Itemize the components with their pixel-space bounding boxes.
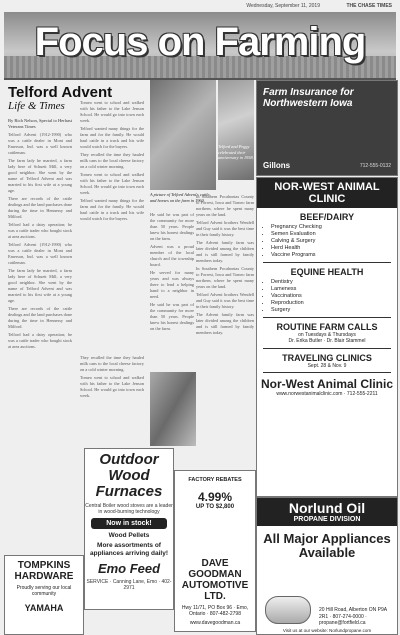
page-header-line bbox=[0, 0, 400, 12]
rebate-label: FACTORY REBATES bbox=[188, 477, 242, 483]
propane-tank-icon bbox=[265, 596, 311, 624]
list-item: • Semen Evaluation bbox=[271, 231, 397, 238]
photo-caption: Telford and Peggy celebrated their anniversary in 1958. bbox=[218, 144, 254, 161]
insurance-phone: 712-555-0132 bbox=[359, 163, 391, 169]
article-paragraph: Telford wanted many things for the farm and for the family. He would haul cattle in a truck and his wife would watch for the buyers. bbox=[80, 197, 144, 222]
article-paragraph: In Southern Pocahontas County to Forrest, Iowa and Tomeo farm northern, where he spent many years on the land. bbox=[196, 265, 254, 290]
article-paragraph: Telford had a dairy operation; he was a cattle trader who bought stock at area auctions. bbox=[8, 332, 72, 350]
hardware-ad[interactable] bbox=[4, 555, 84, 635]
issue-date: Wednesday, September 11, 2019 bbox=[246, 3, 320, 9]
article-paragraph: Advent was a proud member of the local church and the township board. bbox=[150, 244, 194, 268]
automotive-ad[interactable] bbox=[174, 470, 256, 632]
article-column-2 bbox=[80, 100, 144, 350]
insurance-brand: Gillons bbox=[263, 161, 291, 170]
article-column-1 bbox=[8, 132, 72, 552]
list-item: • Reproduction bbox=[271, 300, 397, 307]
divider bbox=[263, 372, 391, 373]
routine-text: on Tuesdays & Thursdays bbox=[298, 332, 356, 338]
article-paragraph: The Advent family farm was later divided among the children and is still farmed by family members today. bbox=[196, 239, 254, 264]
article-paragraph: There are records of the cattle dealings and the land purchases done during the time in Hennessy and Milford. bbox=[8, 306, 72, 330]
norlund-headline: All Major Appliances Available bbox=[263, 531, 391, 560]
article-paragraph: In Southern Pocahontas County to Forrest, Iowa and Tomeo farm northern, where he spent many years on the land. bbox=[196, 194, 254, 218]
article-paragraph: He said he was part of the community for more than 50 years. People knew his honest dealings on the farm. bbox=[150, 212, 194, 242]
in-stock-banner: Now in stock! bbox=[91, 518, 167, 529]
rebate-rate: 4.99% bbox=[197, 490, 233, 504]
article-paragraph: He said he was part of the community for more than 50 years. People knew his honest dealings on the farm. bbox=[150, 302, 194, 332]
clinic-header: NOR-WEST ANIMAL CLINIC bbox=[257, 178, 397, 208]
article-column-4 bbox=[196, 194, 254, 447]
article-paragraph: There are records of the cattle dealings and the land purchases done during the time in Hennessy and Milford. bbox=[8, 196, 72, 220]
article-paragraph: They recalled the time they hauled milk cans to the local cheese factory on a cold winter morning. bbox=[80, 151, 144, 170]
equine-list bbox=[271, 279, 397, 314]
list-item: • Vaccine Programs bbox=[271, 252, 397, 259]
more-label: More assortments of appliances arriving daily! bbox=[89, 542, 169, 557]
section-title: Focus on Farming bbox=[34, 20, 366, 64]
hardware-text: Proudly serving our local community bbox=[16, 585, 72, 597]
article-paragraph: Tomeo went to school and walked with his father to the Lake Jenson School. He would go into town each week. bbox=[80, 374, 144, 399]
yamaha-logo: YAMAHA bbox=[24, 603, 64, 613]
list-item: • Surgery bbox=[271, 307, 397, 314]
article-paragraph: The Advent family farm was later divided among the children and is still farmed by family members today. bbox=[196, 311, 254, 335]
article-title: Telford Advent bbox=[8, 84, 113, 101]
tractor-photo bbox=[150, 372, 196, 446]
animal-clinic-ad[interactable] bbox=[256, 177, 398, 497]
article-paragraph: Telford Advent (1912-1990) who was a cattle dealer in Mont and Emerson, Ind. was a well known cattleman. bbox=[8, 241, 72, 266]
divider bbox=[263, 317, 391, 318]
beef-dairy-list bbox=[271, 224, 397, 259]
article-paragraph: The farm lady he married, a farm lady here of Schuett Mill, a very good neighbor. She went by the name of Telford Advent and was married to his first wife at a young age. bbox=[8, 157, 72, 194]
equine-title: EQUINE HEALTH bbox=[290, 267, 364, 277]
article-kicker: Life & Times bbox=[8, 100, 65, 112]
emo-feed-logo: Emo Feed bbox=[97, 561, 161, 577]
clinic-footer-title: Nor-West Animal Clinic bbox=[260, 377, 394, 392]
rebate-amount: UP TO $2,800 bbox=[195, 504, 235, 510]
norlund-website: Visit us at our website: Norlundpropane.com bbox=[282, 628, 372, 633]
insurance-headline: Farm Insurance for Northwestern Iowa bbox=[263, 87, 354, 109]
divider bbox=[263, 262, 391, 263]
norlund-address: 20 Hill Road, Alberton ON P9A 2R1 · 807-274-0000 · propane@fortfield.ca bbox=[319, 607, 387, 626]
list-item: • Calving & Surgery bbox=[271, 238, 397, 245]
routine-title: ROUTINE FARM CALLS bbox=[276, 322, 378, 332]
article-paragraph: Telford wanted many things for the farm and for the family. He would haul cattle in a truck and his wife would watch for the buyers. bbox=[80, 125, 144, 150]
pellets-label: Wood Pellets bbox=[108, 532, 150, 539]
dealer-name: DAVE GOODMAN AUTOMOTIVE LTD. bbox=[181, 558, 249, 602]
emo-feed-service: SERVICE · Canning Lane, Emo · 402-2971 bbox=[86, 579, 172, 592]
dealer-website: www.davegoodman.ca bbox=[189, 620, 241, 626]
travel-title: TRAVELING CLINICS bbox=[282, 352, 372, 363]
article-paragraph: Telford Advent brothers Wendell and Guy said it was the best time in their family history. bbox=[196, 219, 254, 238]
couple-photo bbox=[218, 80, 254, 180]
list-item: • Pregnancy Checking bbox=[271, 224, 397, 231]
article-column-3 bbox=[150, 212, 194, 372]
divider bbox=[263, 348, 391, 349]
furnace-title: Outdoor Wood Furnaces bbox=[95, 451, 163, 500]
hardware-name: TOMPKINS HARDWARE bbox=[14, 560, 74, 582]
article-paragraph: He served for many years and was always there to lend a helping hand to a neighbor in need. bbox=[150, 270, 194, 300]
article-paragraph: Tomeo went to school and walked with his father to the Lake Jenson School. He would go into town each week. bbox=[80, 171, 144, 196]
article-paragraph: Telford had a dairy operation; he was a cattle trader who bought stock at area auctions. bbox=[8, 222, 72, 240]
article-paragraph: Telford Advent (1912-1990) who was a cattle dealer in Mont and Emerson, Ind. was a well known cattleman. bbox=[8, 132, 72, 156]
article-column-2b bbox=[80, 355, 144, 445]
list-item: • Lameness bbox=[271, 286, 397, 293]
doctors: Dr. Erika Butler · Dr. Blair Stammel bbox=[288, 338, 366, 345]
norlund-subtitle: PROPANE DIVISION bbox=[257, 516, 397, 526]
article-paragraph: Telford Advent brothers Wendell and Guy said it was the best time in their family history. bbox=[196, 291, 254, 309]
clinic-footer-text: www.norwestanimalclinic.com · 712-555-2211 bbox=[276, 391, 378, 398]
cattle-photo bbox=[150, 80, 216, 190]
list-item: • Herd Health bbox=[271, 245, 397, 252]
furnace-subtitle: Central Boiler wood stoves are a leader in wood-burning technology bbox=[85, 503, 173, 515]
beef-dairy-title: BEEF/DAIRY bbox=[299, 212, 355, 222]
travel-text: Sept. 28 & Nov. 9 bbox=[307, 362, 347, 369]
list-item: • Vaccinations bbox=[271, 293, 397, 300]
list-item: • Dentistry bbox=[271, 279, 397, 286]
article-paragraph: Tomeo went to school and walked with his father to the Lake Jenson School. He would go into town each week. bbox=[80, 100, 144, 124]
section-masthead bbox=[4, 12, 396, 80]
norlund-name: Norlund Oil bbox=[257, 498, 397, 516]
propane-ad[interactable] bbox=[256, 497, 398, 635]
insurance-ad[interactable] bbox=[256, 80, 398, 176]
paper-name: THE CHASE TIMES bbox=[346, 3, 392, 9]
dealer-address: Hwy 11/71, PO Box 96 · Emo, Ontario · 807-482-2798 bbox=[181, 605, 249, 617]
article-byline: By Rich Nelson, Special to Herhast Veterans Times bbox=[8, 118, 72, 129]
wood-furnace-ad[interactable] bbox=[84, 448, 174, 610]
article-paragraph: They recalled the time they hauled milk cans to the local cheese factory on a cold winter morning. bbox=[80, 355, 144, 373]
article-paragraph: The farm lady he married, a farm lady here of Schuett Mill, a very good neighbor. She went by the name of Telford Advent and was married to his first wife at a young age. bbox=[8, 267, 72, 304]
photo-caption: A picture of Telford Advent's cattle, and horses on the farm in 1960. bbox=[150, 192, 211, 203]
